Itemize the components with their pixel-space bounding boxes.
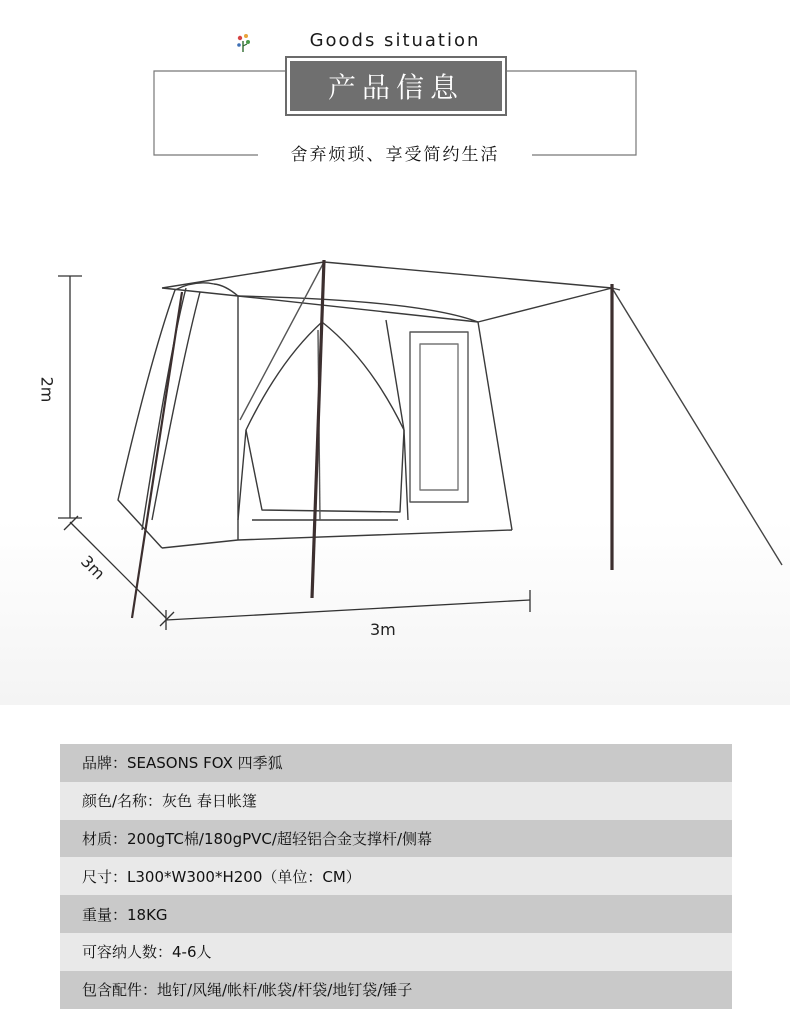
spec-table [60, 744, 732, 1009]
slogan-subtitle: 舍弃烦琐、享受简约生活 [258, 140, 532, 165]
tent-drawing [118, 262, 782, 565]
product-info-title: 产品信息 [290, 61, 502, 111]
spec-row-color-name: 颜色/名称：灰色 春日帐篷 [60, 782, 732, 820]
spec-row-size: 尺寸：L300*W300*H200（单位：CM） [60, 857, 732, 895]
spec-row-accessories: 包含配件：地钉/风绳/帐杆/帐袋/杆袋/地钉袋/锤子 [60, 971, 732, 1009]
spec-row-material: 材质：200gTC棉/180gPVC/超轻铝合金支撑杆/侧幕 [60, 820, 732, 858]
english-title: Goods situation [309, 30, 481, 51]
spec-row-capacity: 可容纳人数：4-6人 [60, 933, 732, 971]
width-dimension-label: 3m [370, 620, 396, 639]
spec-row-brand: 品牌：SEASONS FOX 四季狐 [60, 744, 732, 782]
height-dimension-label: 2m [37, 376, 57, 403]
product-info-title-box [285, 56, 507, 116]
page-header [0, 0, 790, 175]
spec-row-weight: 重量：18KG [60, 895, 732, 933]
depth-dimension-label: 3m [77, 551, 109, 584]
floor-shadow [0, 520, 790, 705]
